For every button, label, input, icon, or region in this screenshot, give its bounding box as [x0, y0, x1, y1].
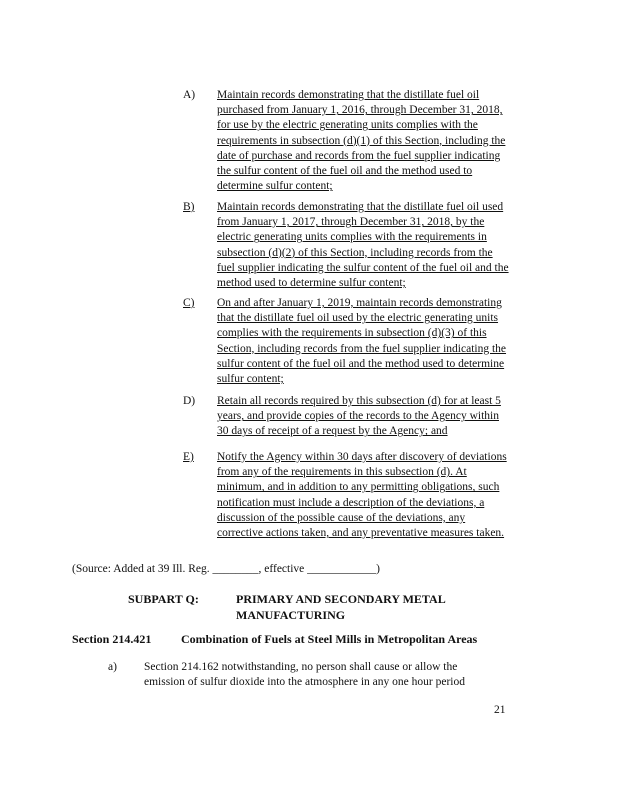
item-e-text: Notify the Agency within 30 days after discovery of deviations from any of the requirements in this subsection (d). At minimum, and in addition to any permitting obligations, such notification must include a description of the deviations, a discussion of the possible cause of the deviations, any corrective actions taken, and any preventative measures taken.	[217, 451, 507, 540]
section-number: Section 214.421	[72, 632, 152, 646]
item-d	[183, 394, 513, 440]
item-d-label: D)	[183, 395, 196, 407]
item-b-label: B)	[183, 201, 195, 213]
subsection-a-text: Section 214.162 notwithstanding, no person shall cause or allow the emission of sulfur dioxide into the atmosphere in any one hour period	[144, 661, 465, 689]
item-e	[183, 450, 513, 550]
subpart-title	[236, 592, 446, 623]
item-c	[183, 296, 513, 386]
item-c-text: On and after January 1, 2019, maintain records demonstrating that the distillate fuel oil used by the electric generating units complies with the requirements in subsection (d)(3) of this Section, including records from the fuel supplier indicating the sulfur content of the fuel oil and the method used to determine sulfur content;	[217, 297, 507, 386]
item-b	[183, 200, 513, 290]
subsection-a-label: a)	[108, 661, 117, 673]
source-note: (Source: Added at 39 Ill. Reg. ________, effective ____________)	[72, 563, 380, 575]
page-number: 21	[494, 704, 506, 716]
item-a-text: Maintain records demonstrating that the distillate fuel oil purchased from January 1, 2016, through December 31, 2018, for use by the electric generating units complies with the requirements in subsection (d)(1) of this Section, including the date of purchase and records from the fuel supplier indicating the sulfur content of the fuel oil and the method used to determine sulfur content;	[217, 89, 506, 193]
item-b-text: Maintain records demonstrating that the distillate fuel oil used from January 1, 2017, through December 31, 2018, by the electric generating units complies with the requirements in subsection (d)(2) of this Section, including records from the fuel supplier indicating the sulfur content of the fuel oil and the method used to determine sulfur content;	[217, 201, 509, 290]
item-e-label: E)	[183, 451, 194, 463]
subpart-title-line2: MANUFACTURING	[236, 607, 346, 622]
subpart-label: SUBPART Q:	[128, 592, 199, 606]
item-d-text: Retain all records required by this subsection (d) for at least 5 years, and provide copies of the records to the Agency within 30 days of receipt of a request by the Agency; and	[217, 395, 501, 438]
item-a	[183, 88, 513, 196]
item-c-label: C)	[183, 297, 195, 309]
subpart-title-line1: PRIMARY AND SECONDARY METAL	[236, 592, 446, 606]
section-title: Combination of Fuels at Steel Mills in Metropolitan Areas	[181, 632, 478, 646]
item-a-label: A)	[183, 89, 196, 101]
